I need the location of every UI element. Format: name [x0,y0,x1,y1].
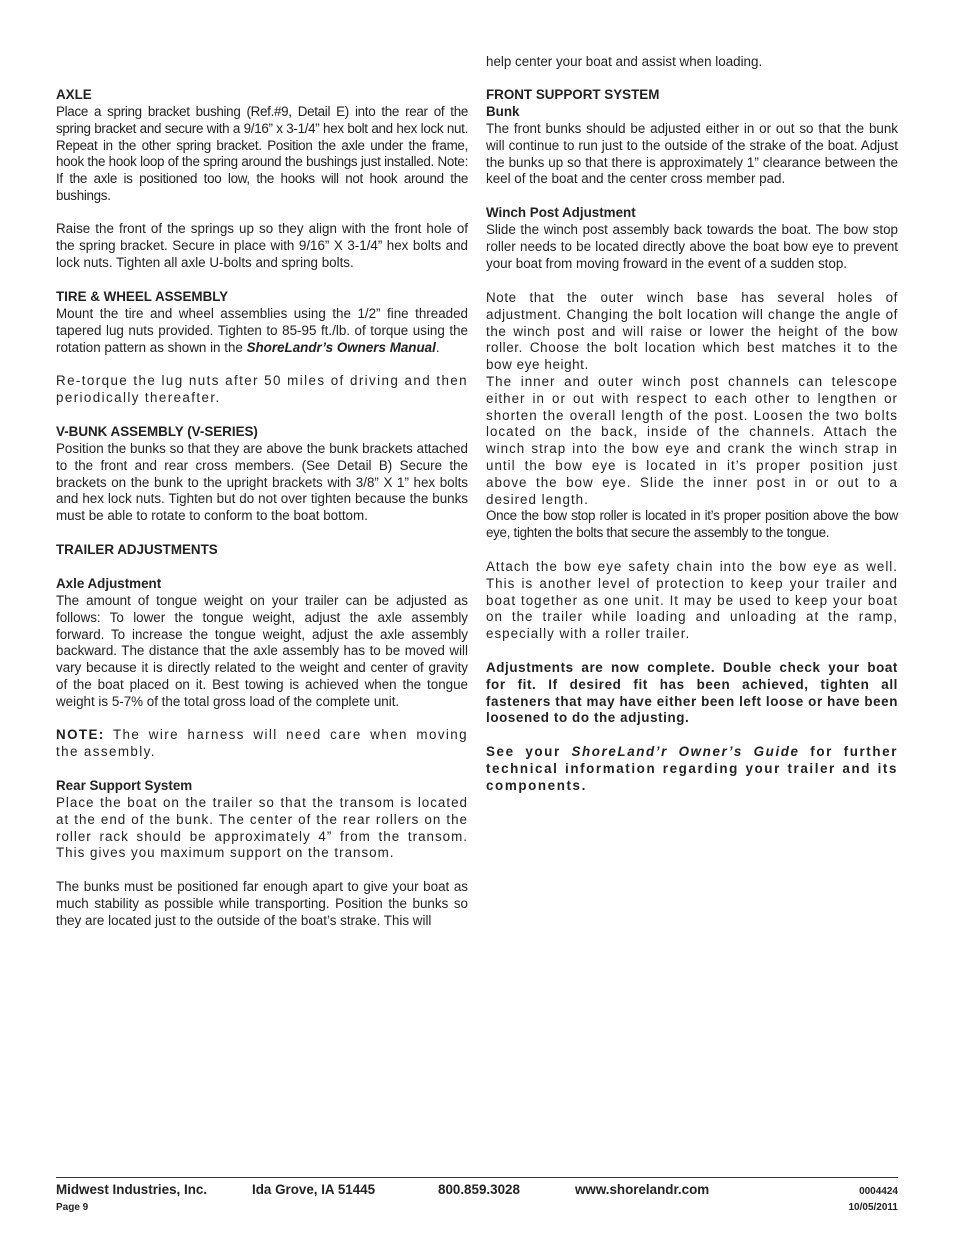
see-guide-text: See your [486,744,572,759]
note-text: The wire harness will need care when moving the assembly. [56,727,468,759]
winch-paragraph-2: Note that the outer winch base has several holes of adjustment. Changing the bolt location will change the angle of the winch post and will raise or lower the height of the bow roller. Choose the bolt location which best matches it to the bow eye height. [486,290,898,373]
footer-company: Midwest Industries, Inc. [56,1182,208,1197]
adjustments-complete-paragraph: Adjustments are now complete. Double check your boat for fit. If desired fit has been achieved, tighten all fasteners that may have either been left loose or have been loosened to do the adjusting. [486,660,898,726]
rear-support-paragraph-1: Place the boat on the trailer so that the transom is located at the end of the bunk. The center of the rear rollers on the roller rack should be approximately 4” from the transom. This gives you maximum support on the transom. [56,795,468,861]
axle-paragraph-1: Place a spring bracket bushing (Ref.#9, Detail E) into the rear of the spring bracket and secure with a 9/16” x 3-1/4” hex bolt and hex lock nut. Repeat in the other spring bracket. Position the axle under the frame, hook the hook loop of the spring around the bushings just installed. Note: If the axle is positioned too low, the hooks will not hook around the bushings. [56,104,468,203]
vbunk-heading: V-BUNK ASSEMBLY (V-SERIES) [56,424,258,439]
bunk-paragraph: The front bunks should be adjusted either in or out so that the bunk will continue to run just to the outside of the strake of the boat. Adjust the bunks up so that there is approximately 1” clearance between the keel of the boat and the center cross member pad. [486,121,898,187]
see-guide-text-end: for further technical information regarding your trailer and its components. [486,744,899,793]
winch-paragraph-1: Slide the winch post assembly back towards the boat. The bow stop roller needs to be located directly above the boat bow eye to prevent your boat from moving froward in the event of a sudden stop. [486,222,898,271]
tire-paragraph-1-text: Mount the tire and wheel assemblies using the 1/2” fine threaded tapered lug nuts provided. Tighten to 85-95 ft./lb. of torque using the rotation pattern as shown in the [56,306,468,355]
axle-adjustment-paragraph: The amount of tongue weight on your trailer can be adjusted as follows: To lower the tongue weight, adjust the axle assembly forward. To increase the tongue weight, adjust the axle assembly backward. The distance that the axle assembly has to be moved will vary because it is directly related to the weight and center of gravity of the boat placed on it. Best towing is achieved when the tongue weight is 5-7% of the total gross load of the complete unit. [56,593,468,709]
bunk-heading: Bunk [486,104,520,119]
tire-paragraph-1 [56,306,468,356]
footer-date: 10/05/2011 [848,1202,898,1213]
footer-page-number: Page 9 [56,1202,89,1213]
axle-paragraph-2: Raise the front of the springs up so they align with the front hole of the spring bracket. Secure in place with 9/16” X 3-1/4” hex bolts and lock nuts. Tighten all axle U-bolts and spring bolts. [56,221,468,270]
note-paragraph [56,727,468,761]
tire-paragraph-1-end: . [435,339,440,355]
footer-doc-number: 0004424 [859,1186,898,1197]
footer-city: Ida Grove, IA 51445 [252,1182,376,1197]
footer-divider [56,1177,898,1178]
rear-support-heading: Rear Support System [56,778,193,793]
axle-adjustment-heading: Axle Adjustment [56,576,162,591]
tire-heading: TIRE & WHEEL ASSEMBLY [56,289,229,304]
trailer-adjustments-heading: TRAILER ADJUSTMENTS [56,542,218,557]
owners-guide-title: ShoreLand’r Owner’s Guide [571,744,800,759]
note-label: NOTE: [56,727,105,742]
axle-heading: AXLE [56,87,92,102]
winch-paragraph-5: Attach the bow eye safety chain into the bow eye as well. This is another level of protection to keep your trailer and boat together as one unit. It may be used to keep your boat on the trailer while loading and unloading at the ramp, especially with a roller trailer. [486,559,898,642]
vbunk-paragraph: Position the bunks so that they are above the bunk brackets attached to the front and rear cross members. (See Detail B) Secure the brackets on the bunk to the upright brackets with 3/8” X 1” hex bolts and hex lock nuts. Tighten but do not over tighten because the bunks must be able to rotate to conform to the boat bottom. [56,441,468,524]
winch-post-heading: Winch Post Adjustment [486,205,636,220]
footer-phone: 800.859.3028 [438,1182,520,1197]
owners-manual-title: ShoreLandr’s Owners Manual [246,339,436,355]
rear-support-paragraph-2: The bunks must be positioned far enough apart to give your boat as much stability as possible while transporting. Position the bunks so they are located just to the outside of the boat’s strake. This will [56,879,468,928]
winch-paragraph-4: Once the bow stop roller is located in it’s proper position above the bow eye, tighten the bolts that secure the assembly to the tongue. [486,508,898,540]
footer-website: www.shorelandr.com [575,1182,710,1197]
tire-paragraph-2: Re-torque the lug nuts after 50 miles of driving and then periodically thereafter. [56,373,468,405]
winch-paragraph-3: The inner and outer winch post channels can telescope either in or out with respect to each other to lengthen or shorten the overall length of the post. Loosen the two bolts located on the back, inside of the channels. Attach the winch strap into the bow eye and crank the winch strap in until the bow eye is located in it’s proper position just above the bow eye. Slide the inner post in or out to a desired length. [486,374,898,507]
front-support-heading: FRONT SUPPORT SYSTEM [486,87,660,102]
see-guide-paragraph [486,744,898,794]
continued-text: help center your boat and assist when loading. [486,54,763,69]
